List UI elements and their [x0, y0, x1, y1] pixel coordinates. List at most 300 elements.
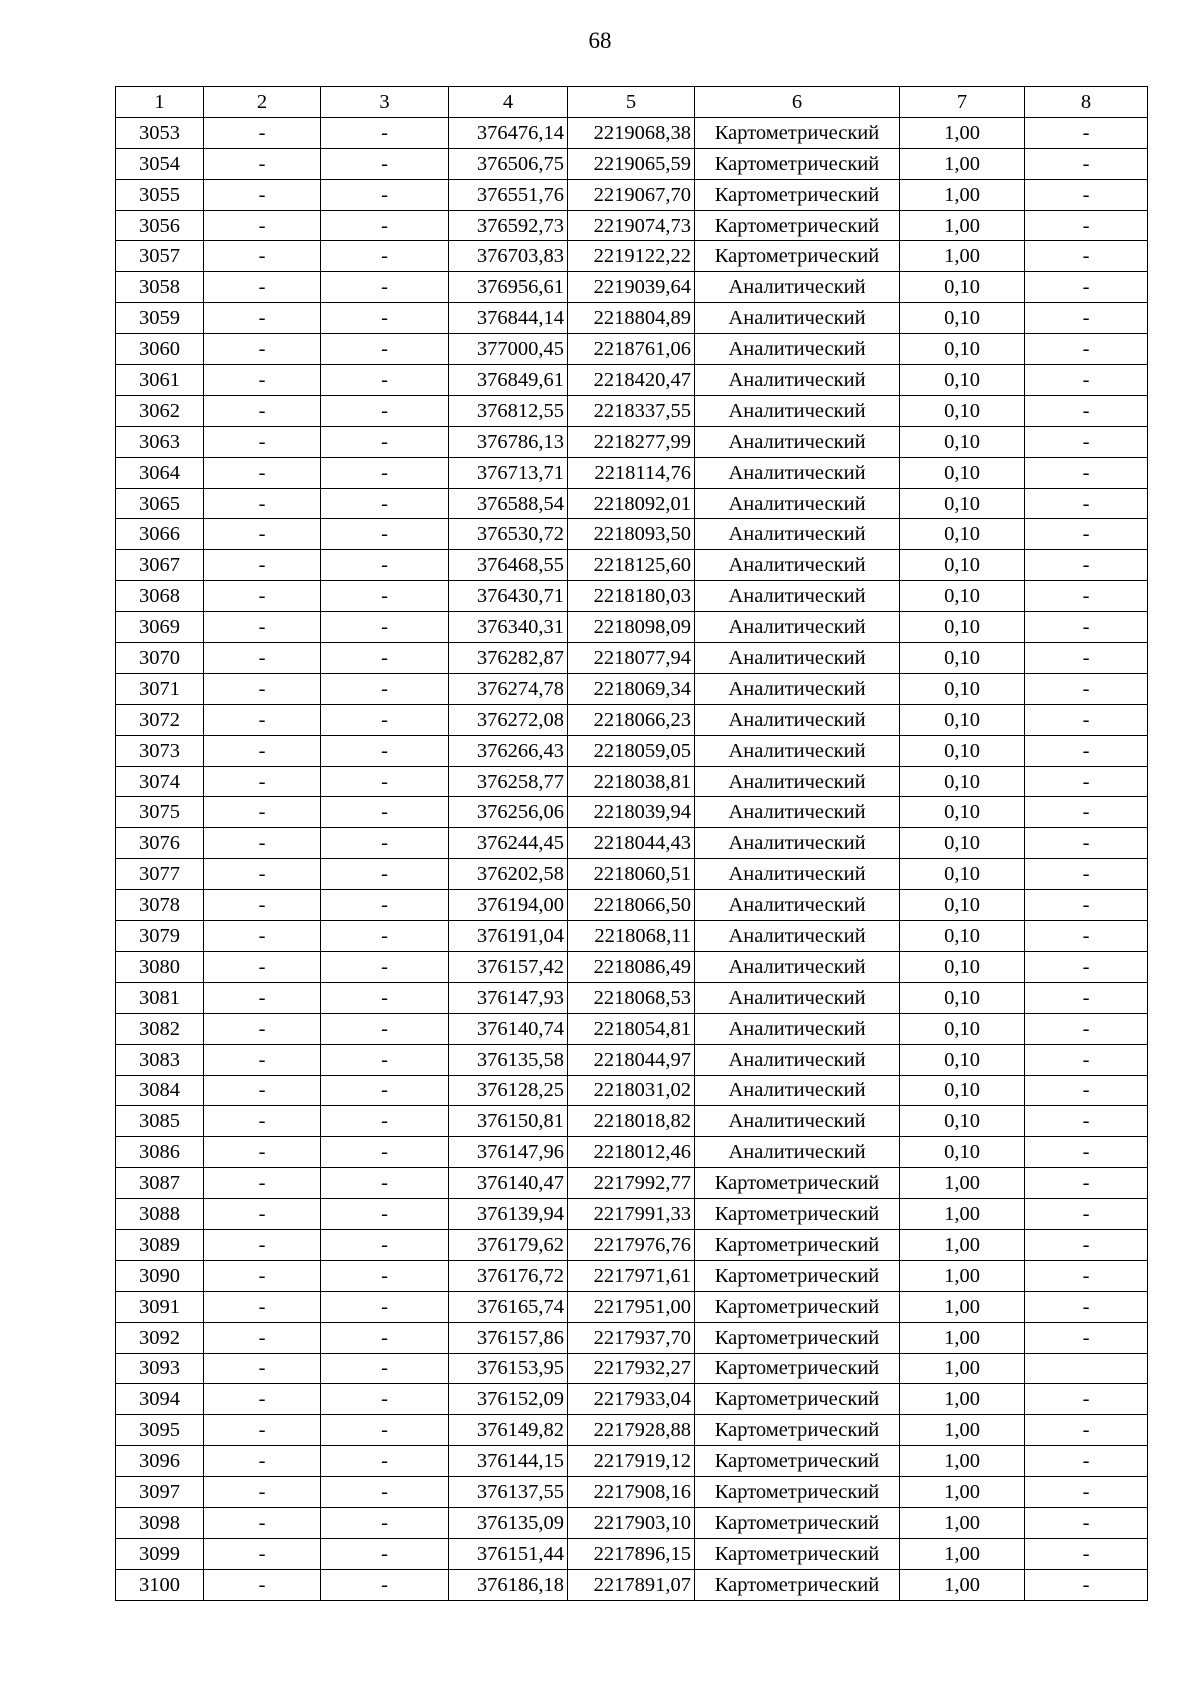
- x-coordinate: 376157,42: [449, 951, 568, 982]
- col3-cell: -: [321, 1199, 449, 1230]
- col8-cell: -: [1025, 1569, 1148, 1600]
- col2-cell: -: [204, 797, 321, 828]
- y-coordinate: 2219074,73: [568, 210, 695, 241]
- x-coordinate: 376137,55: [449, 1477, 568, 1508]
- accuracy-cell: 0,10: [900, 982, 1025, 1013]
- method-cell: Картометрический: [695, 1538, 900, 1569]
- y-coordinate: 2218031,02: [568, 1075, 695, 1106]
- col3-cell: -: [321, 1044, 449, 1075]
- col3-cell: -: [321, 1106, 449, 1137]
- x-coordinate: 376165,74: [449, 1291, 568, 1322]
- x-coordinate: 376202,58: [449, 859, 568, 890]
- method-cell: Аналитический: [695, 365, 900, 396]
- col3-cell: -: [321, 890, 449, 921]
- y-coordinate: 2219039,64: [568, 272, 695, 303]
- col2-cell: -: [204, 365, 321, 396]
- col3-cell: -: [321, 303, 449, 334]
- col3-cell: -: [321, 1353, 449, 1384]
- table-row: [116, 1538, 1148, 1569]
- point-number: 3095: [116, 1415, 204, 1446]
- y-coordinate: 2218068,11: [568, 921, 695, 952]
- x-coordinate: 376256,06: [449, 797, 568, 828]
- accuracy-cell: 0,10: [900, 1013, 1025, 1044]
- method-cell: Аналитический: [695, 426, 900, 457]
- col8-cell: -: [1025, 581, 1148, 612]
- method-cell: Картометрический: [695, 1260, 900, 1291]
- point-number: 3096: [116, 1446, 204, 1477]
- method-cell: Аналитический: [695, 1013, 900, 1044]
- col8-cell: [1025, 1353, 1148, 1384]
- point-number: 3056: [116, 210, 204, 241]
- method-cell: Аналитический: [695, 457, 900, 488]
- y-coordinate: 2217937,70: [568, 1322, 695, 1353]
- col3-cell: -: [321, 241, 449, 272]
- point-number: 3060: [116, 334, 204, 365]
- col3-cell: -: [321, 210, 449, 241]
- col3-cell: -: [321, 921, 449, 952]
- col8-cell: -: [1025, 735, 1148, 766]
- col2-cell: -: [204, 272, 321, 303]
- accuracy-cell: 0,10: [900, 704, 1025, 735]
- point-number: 3093: [116, 1353, 204, 1384]
- point-number: 3063: [116, 426, 204, 457]
- method-cell: Аналитический: [695, 1106, 900, 1137]
- x-coordinate: 376849,61: [449, 365, 568, 396]
- col3-cell: -: [321, 612, 449, 643]
- col3-cell: -: [321, 179, 449, 210]
- accuracy-cell: 0,10: [900, 1044, 1025, 1075]
- y-coordinate: 2219067,70: [568, 179, 695, 210]
- y-coordinate: 2218039,94: [568, 797, 695, 828]
- method-cell: Аналитический: [695, 272, 900, 303]
- y-coordinate: 2218098,09: [568, 612, 695, 643]
- method-cell: Аналитический: [695, 488, 900, 519]
- table-row: [116, 828, 1148, 859]
- y-coordinate: 2218086,49: [568, 951, 695, 982]
- y-coordinate: 2218804,89: [568, 303, 695, 334]
- accuracy-cell: 1,00: [900, 1199, 1025, 1230]
- x-coordinate: 376149,82: [449, 1415, 568, 1446]
- point-number: 3053: [116, 117, 204, 148]
- col8-cell: -: [1025, 426, 1148, 457]
- col2-cell: -: [204, 1199, 321, 1230]
- col3-cell: -: [321, 581, 449, 612]
- y-coordinate: 2218044,97: [568, 1044, 695, 1075]
- method-cell: Аналитический: [695, 704, 900, 735]
- col2-cell: -: [204, 982, 321, 1013]
- accuracy-cell: 1,00: [900, 241, 1025, 272]
- table-row: [116, 426, 1148, 457]
- col2-cell: -: [204, 1384, 321, 1415]
- x-coordinate: 376179,62: [449, 1229, 568, 1260]
- y-coordinate: 2218180,03: [568, 581, 695, 612]
- x-coordinate: 376186,18: [449, 1569, 568, 1600]
- accuracy-cell: 0,10: [900, 303, 1025, 334]
- y-coordinate: 2218093,50: [568, 519, 695, 550]
- point-number: 3066: [116, 519, 204, 550]
- col8-cell: -: [1025, 1446, 1148, 1477]
- table-row: [116, 117, 1148, 148]
- y-coordinate: 2217908,16: [568, 1477, 695, 1508]
- x-coordinate: 376151,44: [449, 1538, 568, 1569]
- x-coordinate: 376588,54: [449, 488, 568, 519]
- x-coordinate: 376274,78: [449, 673, 568, 704]
- col3-cell: -: [321, 1384, 449, 1415]
- y-coordinate: 2217991,33: [568, 1199, 695, 1230]
- table-row: [116, 735, 1148, 766]
- x-coordinate: 376140,74: [449, 1013, 568, 1044]
- col3-cell: -: [321, 982, 449, 1013]
- column-header: 4: [449, 87, 568, 118]
- col2-cell: -: [204, 1229, 321, 1260]
- col3-cell: -: [321, 488, 449, 519]
- table-row: [116, 148, 1148, 179]
- point-number: 3062: [116, 395, 204, 426]
- accuracy-cell: 0,10: [900, 766, 1025, 797]
- col3-cell: -: [321, 1137, 449, 1168]
- col2-cell: -: [204, 921, 321, 952]
- col2-cell: -: [204, 488, 321, 519]
- table-row: [116, 1353, 1148, 1384]
- y-coordinate: 2218277,99: [568, 426, 695, 457]
- col8-cell: -: [1025, 1538, 1148, 1569]
- col3-cell: -: [321, 735, 449, 766]
- method-cell: Картометрический: [695, 1415, 900, 1446]
- col2-cell: -: [204, 426, 321, 457]
- col3-cell: -: [321, 1507, 449, 1538]
- method-cell: Аналитический: [695, 982, 900, 1013]
- y-coordinate: 2218068,53: [568, 982, 695, 1013]
- method-cell: Аналитический: [695, 1044, 900, 1075]
- col8-cell: -: [1025, 828, 1148, 859]
- col8-cell: -: [1025, 395, 1148, 426]
- method-cell: Аналитический: [695, 951, 900, 982]
- col2-cell: -: [204, 1477, 321, 1508]
- point-number: 3081: [116, 982, 204, 1013]
- x-coordinate: 376176,72: [449, 1260, 568, 1291]
- point-number: 3068: [116, 581, 204, 612]
- col2-cell: -: [204, 1446, 321, 1477]
- method-cell: Аналитический: [695, 859, 900, 890]
- col2-cell: -: [204, 1322, 321, 1353]
- method-cell: Аналитический: [695, 334, 900, 365]
- col8-cell: -: [1025, 1291, 1148, 1322]
- column-header: 1: [116, 87, 204, 118]
- col8-cell: -: [1025, 612, 1148, 643]
- col8-cell: -: [1025, 1044, 1148, 1075]
- y-coordinate: 2218069,34: [568, 673, 695, 704]
- accuracy-cell: 1,00: [900, 1168, 1025, 1199]
- accuracy-cell: 0,10: [900, 488, 1025, 519]
- col3-cell: -: [321, 457, 449, 488]
- accuracy-cell: 0,10: [900, 426, 1025, 457]
- accuracy-cell: 0,10: [900, 581, 1025, 612]
- point-number: 3079: [116, 921, 204, 952]
- accuracy-cell: 1,00: [900, 210, 1025, 241]
- col2-cell: -: [204, 766, 321, 797]
- table-row: [116, 982, 1148, 1013]
- point-number: 3083: [116, 1044, 204, 1075]
- col8-cell: -: [1025, 797, 1148, 828]
- table-row: [116, 303, 1148, 334]
- col2-cell: -: [204, 643, 321, 674]
- method-cell: Аналитический: [695, 643, 900, 674]
- method-cell: Аналитический: [695, 550, 900, 581]
- col2-cell: -: [204, 1507, 321, 1538]
- col8-cell: -: [1025, 117, 1148, 148]
- col2-cell: -: [204, 890, 321, 921]
- accuracy-cell: 0,10: [900, 334, 1025, 365]
- x-coordinate: 376844,14: [449, 303, 568, 334]
- point-number: 3085: [116, 1106, 204, 1137]
- col8-cell: -: [1025, 303, 1148, 334]
- col2-cell: -: [204, 457, 321, 488]
- col8-cell: -: [1025, 859, 1148, 890]
- coordinates-table: [115, 86, 1148, 1601]
- table-row: [116, 890, 1148, 921]
- col8-cell: -: [1025, 982, 1148, 1013]
- x-coordinate: 376147,93: [449, 982, 568, 1013]
- point-number: 3098: [116, 1507, 204, 1538]
- point-number: 3071: [116, 673, 204, 704]
- y-coordinate: 2218038,81: [568, 766, 695, 797]
- col8-cell: -: [1025, 1477, 1148, 1508]
- col3-cell: -: [321, 859, 449, 890]
- accuracy-cell: 1,00: [900, 1353, 1025, 1384]
- table-header: [116, 87, 1148, 118]
- point-number: 3055: [116, 179, 204, 210]
- col2-cell: -: [204, 612, 321, 643]
- point-number: 3094: [116, 1384, 204, 1415]
- header-row: [116, 87, 1148, 118]
- col2-cell: -: [204, 210, 321, 241]
- accuracy-cell: 1,00: [900, 1538, 1025, 1569]
- x-coordinate: 376468,55: [449, 550, 568, 581]
- method-cell: Картометрический: [695, 1384, 900, 1415]
- table-row: [116, 581, 1148, 612]
- x-coordinate: 376282,87: [449, 643, 568, 674]
- point-number: 3099: [116, 1538, 204, 1569]
- point-number: 3065: [116, 488, 204, 519]
- x-coordinate: 376506,75: [449, 148, 568, 179]
- table-row: [116, 1322, 1148, 1353]
- col8-cell: -: [1025, 179, 1148, 210]
- method-cell: Картометрический: [695, 1291, 900, 1322]
- y-coordinate: 2218337,55: [568, 395, 695, 426]
- col3-cell: -: [321, 673, 449, 704]
- col8-cell: -: [1025, 1137, 1148, 1168]
- method-cell: Аналитический: [695, 828, 900, 859]
- col2-cell: -: [204, 1075, 321, 1106]
- method-cell: Аналитический: [695, 303, 900, 334]
- method-cell: Аналитический: [695, 735, 900, 766]
- method-cell: Картометрический: [695, 1477, 900, 1508]
- col8-cell: -: [1025, 148, 1148, 179]
- column-header: 8: [1025, 87, 1148, 118]
- col3-cell: -: [321, 1075, 449, 1106]
- point-number: 3067: [116, 550, 204, 581]
- col2-cell: -: [204, 148, 321, 179]
- table-row: [116, 766, 1148, 797]
- col8-cell: -: [1025, 951, 1148, 982]
- col2-cell: -: [204, 241, 321, 272]
- y-coordinate: 2217896,15: [568, 1538, 695, 1569]
- accuracy-cell: 0,10: [900, 612, 1025, 643]
- col2-cell: -: [204, 550, 321, 581]
- accuracy-cell: 0,10: [900, 797, 1025, 828]
- col2-cell: -: [204, 117, 321, 148]
- method-cell: Картометрический: [695, 1168, 900, 1199]
- point-number: 3091: [116, 1291, 204, 1322]
- y-coordinate: 2218060,51: [568, 859, 695, 890]
- table-row: [116, 1137, 1148, 1168]
- table-row: [116, 457, 1148, 488]
- table-row: [116, 488, 1148, 519]
- point-number: 3090: [116, 1260, 204, 1291]
- col8-cell: -: [1025, 272, 1148, 303]
- x-coordinate: 376956,61: [449, 272, 568, 303]
- method-cell: Аналитический: [695, 581, 900, 612]
- y-coordinate: 2218420,47: [568, 365, 695, 396]
- method-cell: Картометрический: [695, 1569, 900, 1600]
- accuracy-cell: 0,10: [900, 673, 1025, 704]
- point-number: 3089: [116, 1229, 204, 1260]
- col2-cell: -: [204, 735, 321, 766]
- x-coordinate: 376194,00: [449, 890, 568, 921]
- y-coordinate: 2218012,46: [568, 1137, 695, 1168]
- accuracy-cell: 1,00: [900, 1384, 1025, 1415]
- col3-cell: -: [321, 766, 449, 797]
- method-cell: Аналитический: [695, 890, 900, 921]
- accuracy-cell: 0,10: [900, 828, 1025, 859]
- point-number: 3076: [116, 828, 204, 859]
- col3-cell: -: [321, 828, 449, 859]
- x-coordinate: 376430,71: [449, 581, 568, 612]
- table-row: [116, 673, 1148, 704]
- table-row: [116, 612, 1148, 643]
- col3-cell: -: [321, 643, 449, 674]
- col2-cell: -: [204, 1168, 321, 1199]
- col2-cell: -: [204, 179, 321, 210]
- col3-cell: -: [321, 704, 449, 735]
- x-coordinate: 376191,04: [449, 921, 568, 952]
- accuracy-cell: 1,00: [900, 1322, 1025, 1353]
- col8-cell: -: [1025, 766, 1148, 797]
- y-coordinate: 2217951,00: [568, 1291, 695, 1322]
- y-coordinate: 2217903,10: [568, 1507, 695, 1538]
- y-coordinate: 2218054,81: [568, 1013, 695, 1044]
- point-number: 3086: [116, 1137, 204, 1168]
- col8-cell: -: [1025, 457, 1148, 488]
- table-row: [116, 365, 1148, 396]
- col2-cell: -: [204, 1013, 321, 1044]
- x-coordinate: 376128,25: [449, 1075, 568, 1106]
- method-cell: Картометрический: [695, 117, 900, 148]
- col8-cell: -: [1025, 1384, 1148, 1415]
- x-coordinate: 376152,09: [449, 1384, 568, 1415]
- accuracy-cell: 0,10: [900, 1137, 1025, 1168]
- x-coordinate: 376530,72: [449, 519, 568, 550]
- method-cell: Картометрический: [695, 1199, 900, 1230]
- accuracy-cell: 1,00: [900, 1260, 1025, 1291]
- accuracy-cell: 0,10: [900, 550, 1025, 581]
- point-number: 3078: [116, 890, 204, 921]
- table-row: [116, 1229, 1148, 1260]
- accuracy-cell: 1,00: [900, 1415, 1025, 1446]
- point-number: 3074: [116, 766, 204, 797]
- table-row: [116, 1168, 1148, 1199]
- accuracy-cell: 1,00: [900, 1477, 1025, 1508]
- table-row: [116, 519, 1148, 550]
- col8-cell: -: [1025, 1075, 1148, 1106]
- x-coordinate: 376703,83: [449, 241, 568, 272]
- col2-cell: -: [204, 859, 321, 890]
- table-row: [116, 1415, 1148, 1446]
- method-cell: Картометрический: [695, 1229, 900, 1260]
- table-row: [116, 1260, 1148, 1291]
- col8-cell: -: [1025, 1507, 1148, 1538]
- point-number: 3084: [116, 1075, 204, 1106]
- table-row: [116, 859, 1148, 890]
- col3-cell: -: [321, 1415, 449, 1446]
- table-row: [116, 643, 1148, 674]
- point-number: 3080: [116, 951, 204, 982]
- y-coordinate: 2217971,61: [568, 1260, 695, 1291]
- col3-cell: -: [321, 365, 449, 396]
- point-number: 3069: [116, 612, 204, 643]
- col2-cell: -: [204, 1291, 321, 1322]
- method-cell: Картометрический: [695, 1322, 900, 1353]
- col3-cell: -: [321, 426, 449, 457]
- table-row: [116, 797, 1148, 828]
- x-coordinate: 376258,77: [449, 766, 568, 797]
- accuracy-cell: 0,10: [900, 1075, 1025, 1106]
- column-header: 7: [900, 87, 1025, 118]
- table-body: [116, 117, 1148, 1600]
- col3-cell: -: [321, 395, 449, 426]
- method-cell: Аналитический: [695, 1137, 900, 1168]
- y-coordinate: 2217919,12: [568, 1446, 695, 1477]
- table-row: [116, 550, 1148, 581]
- col2-cell: -: [204, 951, 321, 982]
- x-coordinate: 376140,47: [449, 1168, 568, 1199]
- page-number: 68: [588, 28, 612, 53]
- y-coordinate: 2219065,59: [568, 148, 695, 179]
- col2-cell: -: [204, 581, 321, 612]
- col3-cell: -: [321, 1569, 449, 1600]
- y-coordinate: 2218066,23: [568, 704, 695, 735]
- column-header: 5: [568, 87, 695, 118]
- table-row: [116, 1044, 1148, 1075]
- x-coordinate: 377000,45: [449, 334, 568, 365]
- point-number: 3059: [116, 303, 204, 334]
- x-coordinate: 376139,94: [449, 1199, 568, 1230]
- col3-cell: -: [321, 1446, 449, 1477]
- point-number: 3082: [116, 1013, 204, 1044]
- method-cell: Картометрический: [695, 210, 900, 241]
- col3-cell: -: [321, 1168, 449, 1199]
- method-cell: Картометрический: [695, 148, 900, 179]
- x-coordinate: 376713,71: [449, 457, 568, 488]
- accuracy-cell: 0,10: [900, 272, 1025, 303]
- col8-cell: -: [1025, 673, 1148, 704]
- method-cell: Аналитический: [695, 519, 900, 550]
- col3-cell: -: [321, 117, 449, 148]
- col8-cell: -: [1025, 1229, 1148, 1260]
- y-coordinate: 2219122,22: [568, 241, 695, 272]
- table-row: [116, 241, 1148, 272]
- col3-cell: -: [321, 550, 449, 581]
